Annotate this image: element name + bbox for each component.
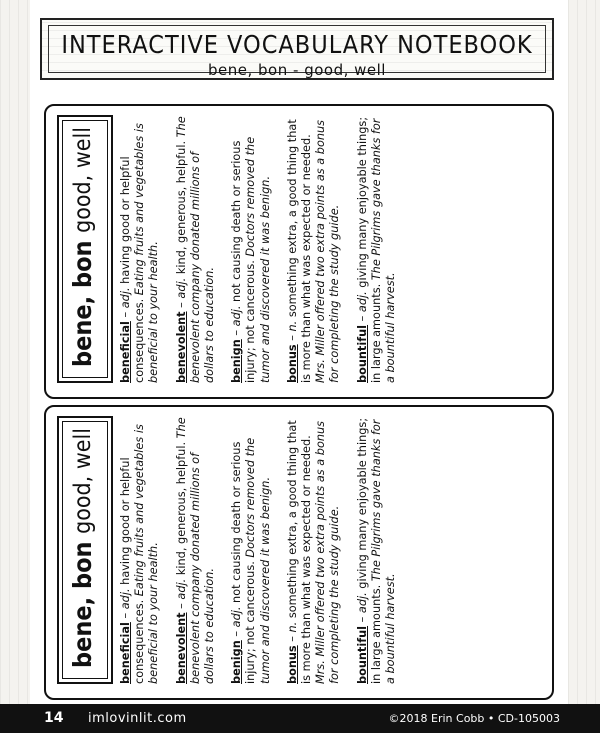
example-sentence: The Pilgrims gave thanks for a bountiful harvest. xyxy=(369,118,398,383)
copyright-notice: ©2018 Erin Cobb • CD-105003 xyxy=(388,712,560,725)
definition: giving many enjoyable things; in large amounts. xyxy=(355,417,383,684)
vocab-card-top xyxy=(44,104,554,399)
website-link[interactable]: imlovinlit.com xyxy=(88,711,187,726)
entry-list xyxy=(119,115,411,383)
part-of-speech: n. xyxy=(285,621,299,633)
entry-list xyxy=(119,416,411,684)
vocab-card-content xyxy=(49,407,549,692)
list-item: benevolent – adj. kind, generous, helpful. The benevolent company donated millions of dollars to education. xyxy=(174,417,217,684)
part-of-speech: adj. xyxy=(119,287,132,309)
example-sentence: The Pilgrims gave thanks for a bountiful harvest. xyxy=(369,419,398,684)
title-banner xyxy=(40,18,554,80)
wood-border-left xyxy=(0,0,30,704)
wood-border-right xyxy=(568,0,600,704)
vocab-word: benevolent xyxy=(174,612,188,684)
list-item: beneficial – adj. having good or helpful consequences. Eating fruits and vegetables is beneficial to your health. xyxy=(119,424,161,684)
part-of-speech: adj. xyxy=(230,305,244,327)
vocab-word: bountiful xyxy=(355,324,369,383)
vocab-word: beneficial xyxy=(119,321,132,383)
example-sentence: The benevolent company donated millions of dollars to education. xyxy=(174,417,217,684)
list-item: bonus – n. something extra, a good thing that is more than what was expected or needed. Mrs. Miller offered two extra points as a bonus for completing the study guide. xyxy=(285,420,342,684)
page-title: INTERACTIVE VOCABULARY NOTEBOOK xyxy=(61,30,533,59)
list-item: benign – adj. not causing death or serious injury; not cancerous. Doctors removed the tumor and discovered it was benign. xyxy=(230,136,272,383)
vocab-card-content xyxy=(49,106,549,391)
list-item: bountiful – adj. giving many enjoyable things; in large amounts. The Pilgrims gave thanks for a bountiful harvest. xyxy=(355,116,398,383)
page-footer xyxy=(0,704,600,733)
part-of-speech: adj. xyxy=(230,606,244,628)
vocab-word: benign xyxy=(230,640,244,684)
vocab-word: benevolent xyxy=(174,311,188,383)
part-of-speech: n. xyxy=(285,320,299,332)
list-item: bonus – n. something extra, a good thing that is more than what was expected or needed. Mrs. Miller offered two extra points as a bonus for completing the study guide. xyxy=(285,119,342,383)
root-word: bene, bon xyxy=(68,240,97,367)
definition: having good or helpful consequences. xyxy=(119,457,147,684)
page-number: 14 xyxy=(44,710,64,726)
list-item: beneficial – adj. having good or helpful consequences. Eating fruits and vegetables is beneficial to your health. xyxy=(119,123,161,383)
definition: kind, generous, helpful. xyxy=(174,140,188,275)
definition: something extra, a good thing that is more than what was expected or needed. xyxy=(285,119,314,383)
vocab-word: beneficial xyxy=(119,622,132,684)
part-of-speech: adj. xyxy=(174,277,188,299)
example-sentence: Doctors removed the tumor and discovered it was benign. xyxy=(244,437,272,684)
list-item: benign – adj. not causing death or serious injury; not cancerous. Doctors removed the tumor and discovered it was benign. xyxy=(230,437,272,684)
definition: something extra, a good thing that is more than what was expected or needed. xyxy=(285,420,314,684)
root-meaning: good, well xyxy=(70,428,96,534)
root-meaning: good, well xyxy=(70,127,96,233)
page-subtitle: bene, bon - good, well xyxy=(208,61,386,79)
definition: kind, generous, helpful. xyxy=(174,441,188,576)
list-item: benevolent – adj. kind, generous, helpful. The benevolent company donated millions of dollars to education. xyxy=(174,116,217,383)
list-item: bountiful – adj. giving many enjoyable things; in large amounts. The Pilgrims gave thanks for a bountiful harvest. xyxy=(355,417,398,684)
vocab-word: bonus xyxy=(285,645,299,684)
vocab-word: bountiful xyxy=(355,625,369,684)
root-word: bene, bon xyxy=(68,541,97,668)
definition: not causing death or serious injury; not cancerous. xyxy=(230,140,258,383)
example-sentence: Eating fruits and vegetables is beneficial to your health. xyxy=(133,123,161,383)
part-of-speech: adj. xyxy=(119,588,132,610)
definition: not causing death or serious injury; not cancerous. xyxy=(230,441,258,684)
example-sentence: Mrs. Miller offered two extra points as a bonus for completing the study guide. xyxy=(314,420,342,684)
part-of-speech: adj. xyxy=(174,578,188,600)
example-sentence: Doctors removed the tumor and discovered it was benign. xyxy=(244,136,272,383)
definition: giving many enjoyable things; in large amounts. xyxy=(355,116,383,383)
vocab-word: benign xyxy=(230,339,244,383)
part-of-speech: adj. xyxy=(355,291,369,313)
example-sentence: Eating fruits and vegetables is beneficial to your health. xyxy=(133,424,161,684)
vocab-word: bonus xyxy=(285,344,299,383)
root-label xyxy=(57,416,113,684)
vocab-card-bottom xyxy=(44,405,554,700)
root-label xyxy=(57,115,113,383)
example-sentence: The benevolent company donated millions of dollars to education. xyxy=(174,116,217,383)
part-of-speech: adj. xyxy=(355,592,369,614)
example-sentence: Mrs. Miller offered two extra points as a bonus for completing the study guide. xyxy=(314,119,342,383)
definition: having good or helpful consequences. xyxy=(119,156,147,383)
